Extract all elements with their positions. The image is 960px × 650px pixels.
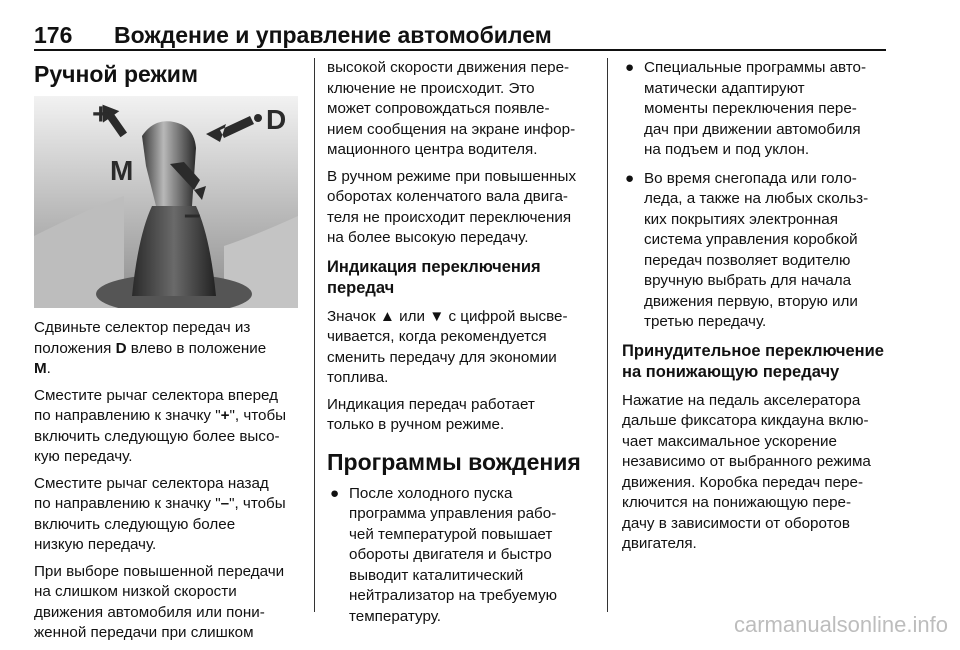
- column-3: [622, 58, 888, 561]
- list-item: ● Во время снегопада или голо- леда, а также на любых скольз- ких покрытиях электронная система управления коробкой передач позволяет водителю вручную выбрать для начала движения первую, вторую или третью передачу.: [625, 169, 869, 330]
- column-1: [34, 58, 302, 650]
- paragraph: Сместите рычаг селектора назад по направлению к значку "–", чтобы включить следующую более низкую передачу.: [34, 474, 286, 553]
- bullet-icon: ●: [625, 169, 635, 187]
- subsection-heading: Индикация переключения передач: [327, 257, 541, 297]
- chapter-title: Вождение и управление автомобилем: [114, 22, 552, 48]
- section-title: Программы вождения: [327, 448, 581, 475]
- bullet-list: [622, 58, 888, 333]
- minus-label: –: [184, 198, 201, 231]
- paragraph: В ручном режиме при повышенных оборотах коленчатого вала двига- теля не происходит переключения на более высокую передачу.: [327, 167, 577, 246]
- paragraph: Нажатие на педаль акселератора дальше фиксатора кикдауна вклю- чает максимальное ускорение независимо от выбранного режима движения. Коробка передач пере- ключится на понижающую пере- дачу в зависимости от оборотов двигателя.: [622, 391, 871, 552]
- list-item: ● После холодного пуска программа управления рабо- чей температурой повышает обороты двигателя и быстро выводит каталитический нейтрализатор на требуемую температуру.: [330, 484, 558, 625]
- column-2: [327, 58, 593, 635]
- plus-label: +: [92, 98, 110, 131]
- paragraph: Индикация передач работает только в ручном режиме.: [327, 395, 535, 433]
- gear-selector-figure: [34, 96, 298, 308]
- list-item: ● Специальные программы авто- матически адаптируют моменты переключения пере- дач при движении автомобиля на подъем и под уклон.: [625, 59, 867, 158]
- column-divider: [314, 58, 315, 612]
- bullet-icon: ●: [625, 59, 635, 76]
- bullet-icon: ●: [330, 484, 340, 502]
- page-header: [34, 22, 886, 52]
- manual-label: M: [110, 155, 134, 186]
- drive-label: D: [266, 104, 287, 135]
- subsection-heading: Принудительное переключение на понижающую передачу: [622, 341, 884, 381]
- paragraph: высокой скорости движения пере- ключение не происходит. Это может сопровождаться появле- нием сообщения на экране инфор- мационного центра водителя.: [327, 59, 576, 158]
- paragraph: Значок ▲ или ▼ с цифрой высве- чивается, когда рекомендуется сменить передачу для экономии топлива.: [327, 307, 568, 386]
- paragraph: При выборе повышенной передачи на слишком низкой скорости движения автомобиля или пони- женной передачи при слишком: [34, 562, 285, 641]
- page-number: 176: [34, 22, 73, 48]
- column-divider: [607, 58, 608, 612]
- paragraph: Сместите рычаг селектора вперед по направлению к значку "+", чтобы включить следующую более высо- кую передачу.: [34, 386, 287, 465]
- section-title: Ручной режим: [34, 61, 198, 87]
- paragraph: Сдвиньте селектор передач из положения D влево в положение M.: [34, 319, 267, 377]
- watermark: carmanualsonline.info: [733, 612, 948, 637]
- header-rule: [34, 49, 886, 51]
- bullet-list: [327, 484, 593, 628]
- gear-lever-illustration: [34, 96, 298, 308]
- position-dot: [254, 114, 262, 122]
